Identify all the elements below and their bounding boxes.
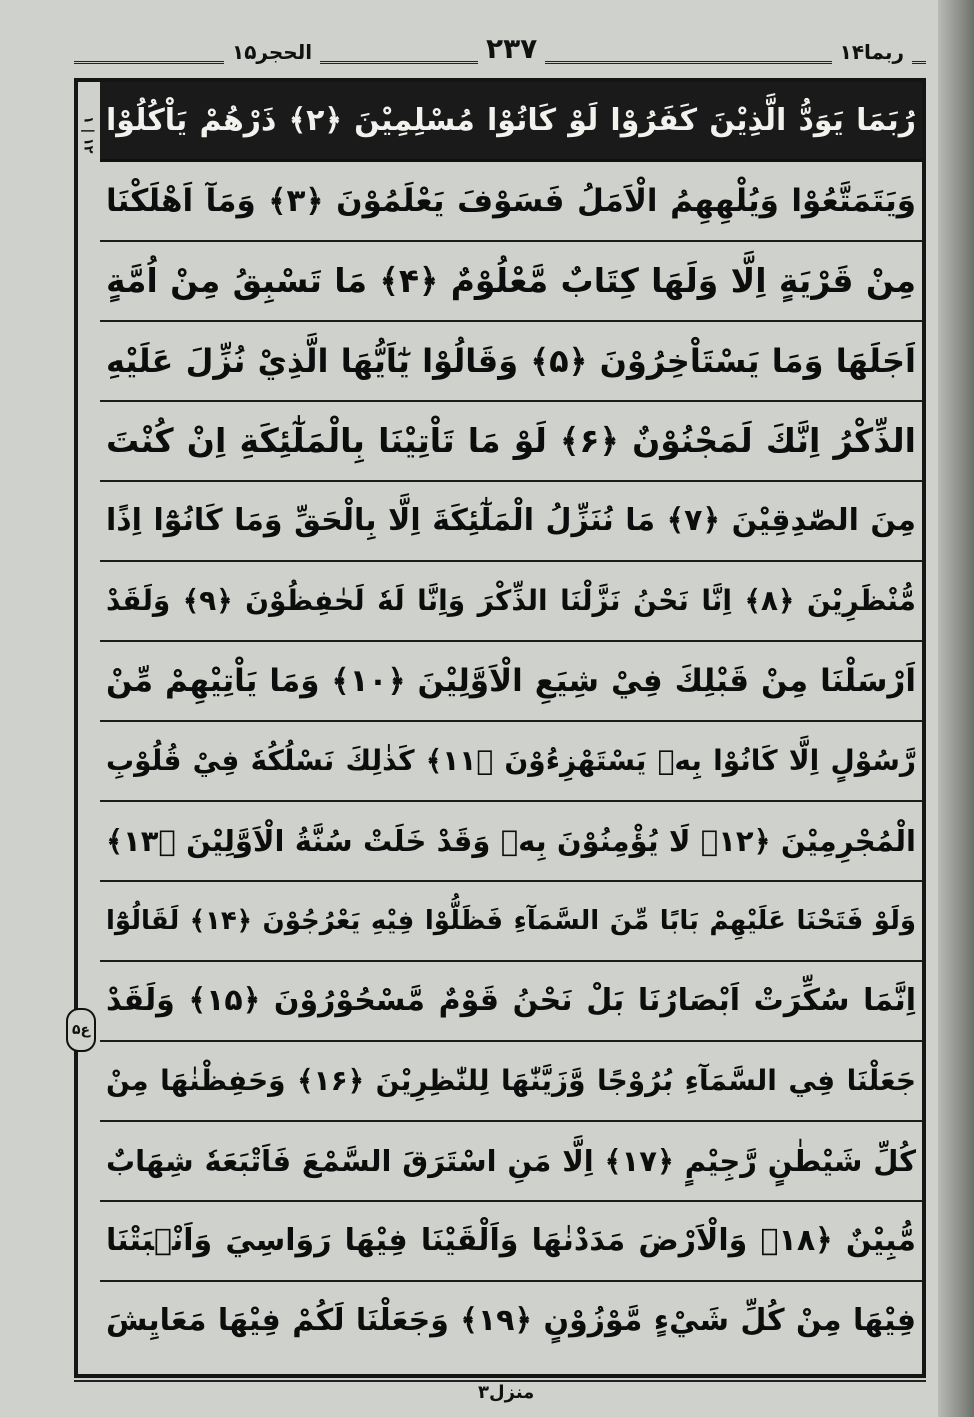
verse-line-15: مُّبِيْنٌ ﴿۱۸﴾ وَالْاَرْضَ مَدَدْنٰهَا وَاَلْقَيْنَا فِيْهَا رَوَاسِيَ وَاَنْۢبَتْنَا [100, 1202, 922, 1282]
page-number: ۲۳۷ [478, 32, 545, 65]
verse-line-1: رُبَمَا يَوَدُّ الَّذِيْنَ كَفَرُوْا لَوْ كَانُوْا مُسْلِمِيْنَ ﴿۲﴾ ذَرْهُمْ يَاْكُلُوْا [100, 82, 922, 162]
page-binding-edge [938, 0, 974, 1417]
surah-name: الحجر۱۵ [224, 40, 320, 64]
verse-line-7: مُّنْظَرِيْنَ ﴿۸﴾ اِنَّا نَحْنُ نَزَّلْنَا الذِّكْرَ وَاِنَّا لَهٗ لَحٰفِظُوْنَ ﴿۹﴾ وَلَقَدْ [100, 562, 922, 642]
verse-line-2: وَيَتَمَتَّعُوْا وَيُلْهِهِمُ الْاَمَلُ فَسَوْفَ يَعْلَمُوْنَ ﴿۳﴾ وَمَآ اَهْلَكْنَا [100, 162, 922, 242]
verse-line-12: اِنَّمَا سُكِّرَتْ اَبْصَارُنَا بَلْ نَحْنُ قَوْمٌ مَّسْحُوْرُوْنَ ﴿۱۵﴾ وَلَقَدْ [100, 962, 922, 1042]
verse-line-6: مِنَ الصّٰدِقِيْنَ ﴿۷﴾ مَا نُنَزِّلُ الْمَلٰٓئِكَةَ اِلَّا بِالْحَقِّ وَمَا كَانُوْٓا اِذًا [100, 482, 922, 562]
manzil-label: منزل۳ [470, 1382, 542, 1403]
ruku-marker-side: ع۵ [66, 1008, 96, 1052]
verse-line-8: اَرْسَلْنَا مِنْ قَبْلِكَ فِيْ شِيَعِ الْاَوَّلِيْنَ ﴿۱۰﴾ وَمَا يَاْتِيْهِمْ مِّنْ [100, 642, 922, 722]
verse-line-9: رَّسُوْلٍ اِلَّا كَانُوْا بِهٖ يَسْتَهْزِءُوْنَ ﴿۱۱﴾ كَذٰلِكَ نَسْلُكُهٗ فِيْ قُلُوْبِ [100, 722, 922, 802]
verse-lines [100, 82, 922, 1376]
verse-line-14: كُلِّ شَيْطٰنٍ رَّجِيْمٍ ﴿۱۷﴾ اِلَّا مَنِ اسْتَرَقَ السَّمْعَ فَاَتْبَعَهٗ شِهَابٌ [100, 1122, 922, 1202]
verse-line-11: وَلَوْ فَتَحْنَا عَلَيْهِمْ بَابًا مِّنَ السَّمَآءِ فَظَلُّوْا فِيْهِ يَعْرُجُوْنَ ﴿۱۴﴾ لَقَالُوْٓا [100, 882, 922, 962]
ruku-marker-top: ۱ | ۱۲ [80, 116, 96, 154]
verse-line-10: الْمُجْرِمِيْنَ ﴿۱۲﴾ لَا يُؤْمِنُوْنَ بِهٖ وَقَدْ خَلَتْ سُنَّةُ الْاَوَّلِيْنَ ﴿۱۳﴾ [100, 802, 922, 882]
verse-line-3: مِنْ قَرْيَةٍ اِلَّا وَلَهَا كِتَابٌ مَّعْلُوْمٌ ﴿۴﴾ مَا تَسْبِقُ مِنْ اُمَّةٍ [100, 242, 922, 322]
page-header [74, 32, 926, 72]
juz-name: ربما۱۴ [832, 40, 912, 64]
verse-line-4: اَجَلَهَا وَمَا يَسْتَاْخِرُوْنَ ﴿۵﴾ وَقَالُوْا يٰٓاَيُّهَا الَّذِيْ نُزِّلَ عَلَيْهِ [100, 322, 922, 402]
page-footer [74, 1378, 926, 1408]
verse-line-13: جَعَلْنَا فِي السَّمَآءِ بُرُوْجًا وَّزَيَّنّٰهَا لِلنّٰظِرِيْنَ ﴿۱۶﴾ وَحَفِظْنٰهَا مِنْ [100, 1042, 922, 1122]
verse-line-16: فِيْهَا مِنْ كُلِّ شَيْءٍ مَّوْزُوْنٍ ﴿۱۹﴾ وَجَعَلْنَا لَكُمْ فِيْهَا مَعَايِشَ [106, 1303, 916, 1338]
verse-line-5: الذِّكْرُ اِنَّكَ لَمَجْنُوْنٌ ﴿۶﴾ لَوْ مَا تَاْتِيْنَا بِالْمَلٰٓئِكَةِ اِنْ كُنْتَ [100, 402, 922, 482]
